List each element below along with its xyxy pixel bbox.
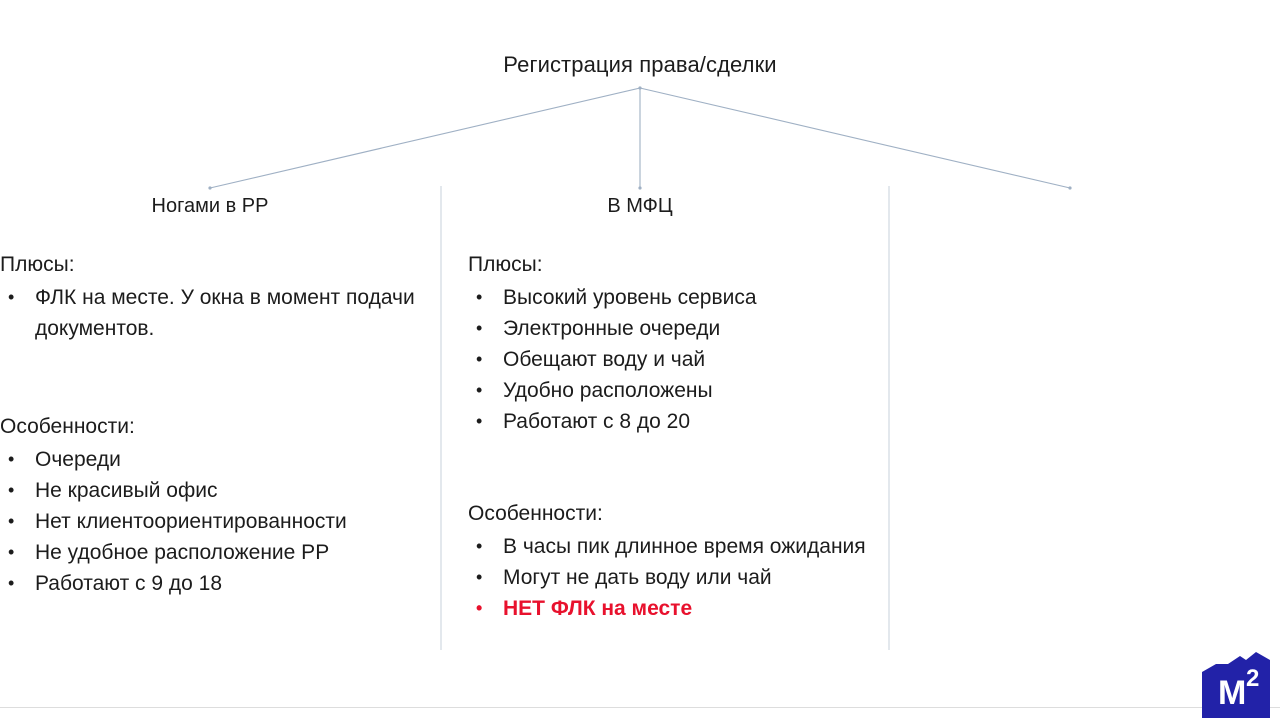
left-features-list (0, 444, 430, 599)
logo-letter: M (1218, 674, 1247, 712)
brand-logo (1200, 652, 1280, 720)
list-item: • Могут не дать воду или чай (468, 562, 878, 593)
connector-middle-endpoint (638, 186, 641, 189)
list-item: • Работают с 8 до 20 (468, 406, 878, 437)
left-section-spacer (0, 344, 430, 412)
list-item: • Не удобное расположение РР (0, 537, 430, 568)
connector-right (640, 88, 1070, 188)
middle-section-spacer (468, 437, 878, 499)
list-item: • Обещают воду и чай (468, 344, 878, 375)
list-item: • Очереди (0, 444, 430, 475)
connector-right-endpoint (1068, 186, 1071, 189)
list-item: • Нет клиентоориентированности (0, 506, 430, 537)
column-heading-left: Ногами в РР (151, 195, 269, 217)
page-title: Регистрация права/сделки (503, 52, 777, 77)
list-item: • Электронные очереди (468, 313, 878, 344)
column-middle (468, 250, 878, 624)
middle-pros-label: Плюсы: (468, 253, 543, 276)
list-item-highlighted: • НЕТ ФЛК на месте (468, 593, 878, 624)
middle-pros-list (468, 282, 878, 437)
list-item: • В часы пик длинное время ожидания (468, 531, 878, 562)
list-item: • Удобно расположены (468, 375, 878, 406)
column-heading-middle: В МФЦ (607, 195, 673, 217)
connector-apex (638, 86, 641, 89)
list-item: • ФЛК на месте. У окна в момент подачи документов. (0, 282, 430, 344)
column-left (0, 250, 430, 599)
list-item: • Высокий уровень сервиса (468, 282, 878, 313)
left-pros-list (0, 282, 430, 344)
bottom-divider (0, 707, 1280, 708)
left-features-label: Особенности: (0, 415, 135, 438)
middle-features-list (468, 531, 878, 624)
list-item: • Не красивый офис (0, 475, 430, 506)
logo-house-icon (1200, 652, 1280, 720)
logo-superscript: 2 (1246, 665, 1260, 692)
list-item: • Работают с 9 до 18 (0, 568, 430, 599)
connector-left-endpoint (208, 186, 211, 189)
connector-left (210, 88, 640, 188)
middle-features-label: Особенности: (468, 502, 603, 525)
left-pros-label: Плюсы: (0, 253, 75, 276)
